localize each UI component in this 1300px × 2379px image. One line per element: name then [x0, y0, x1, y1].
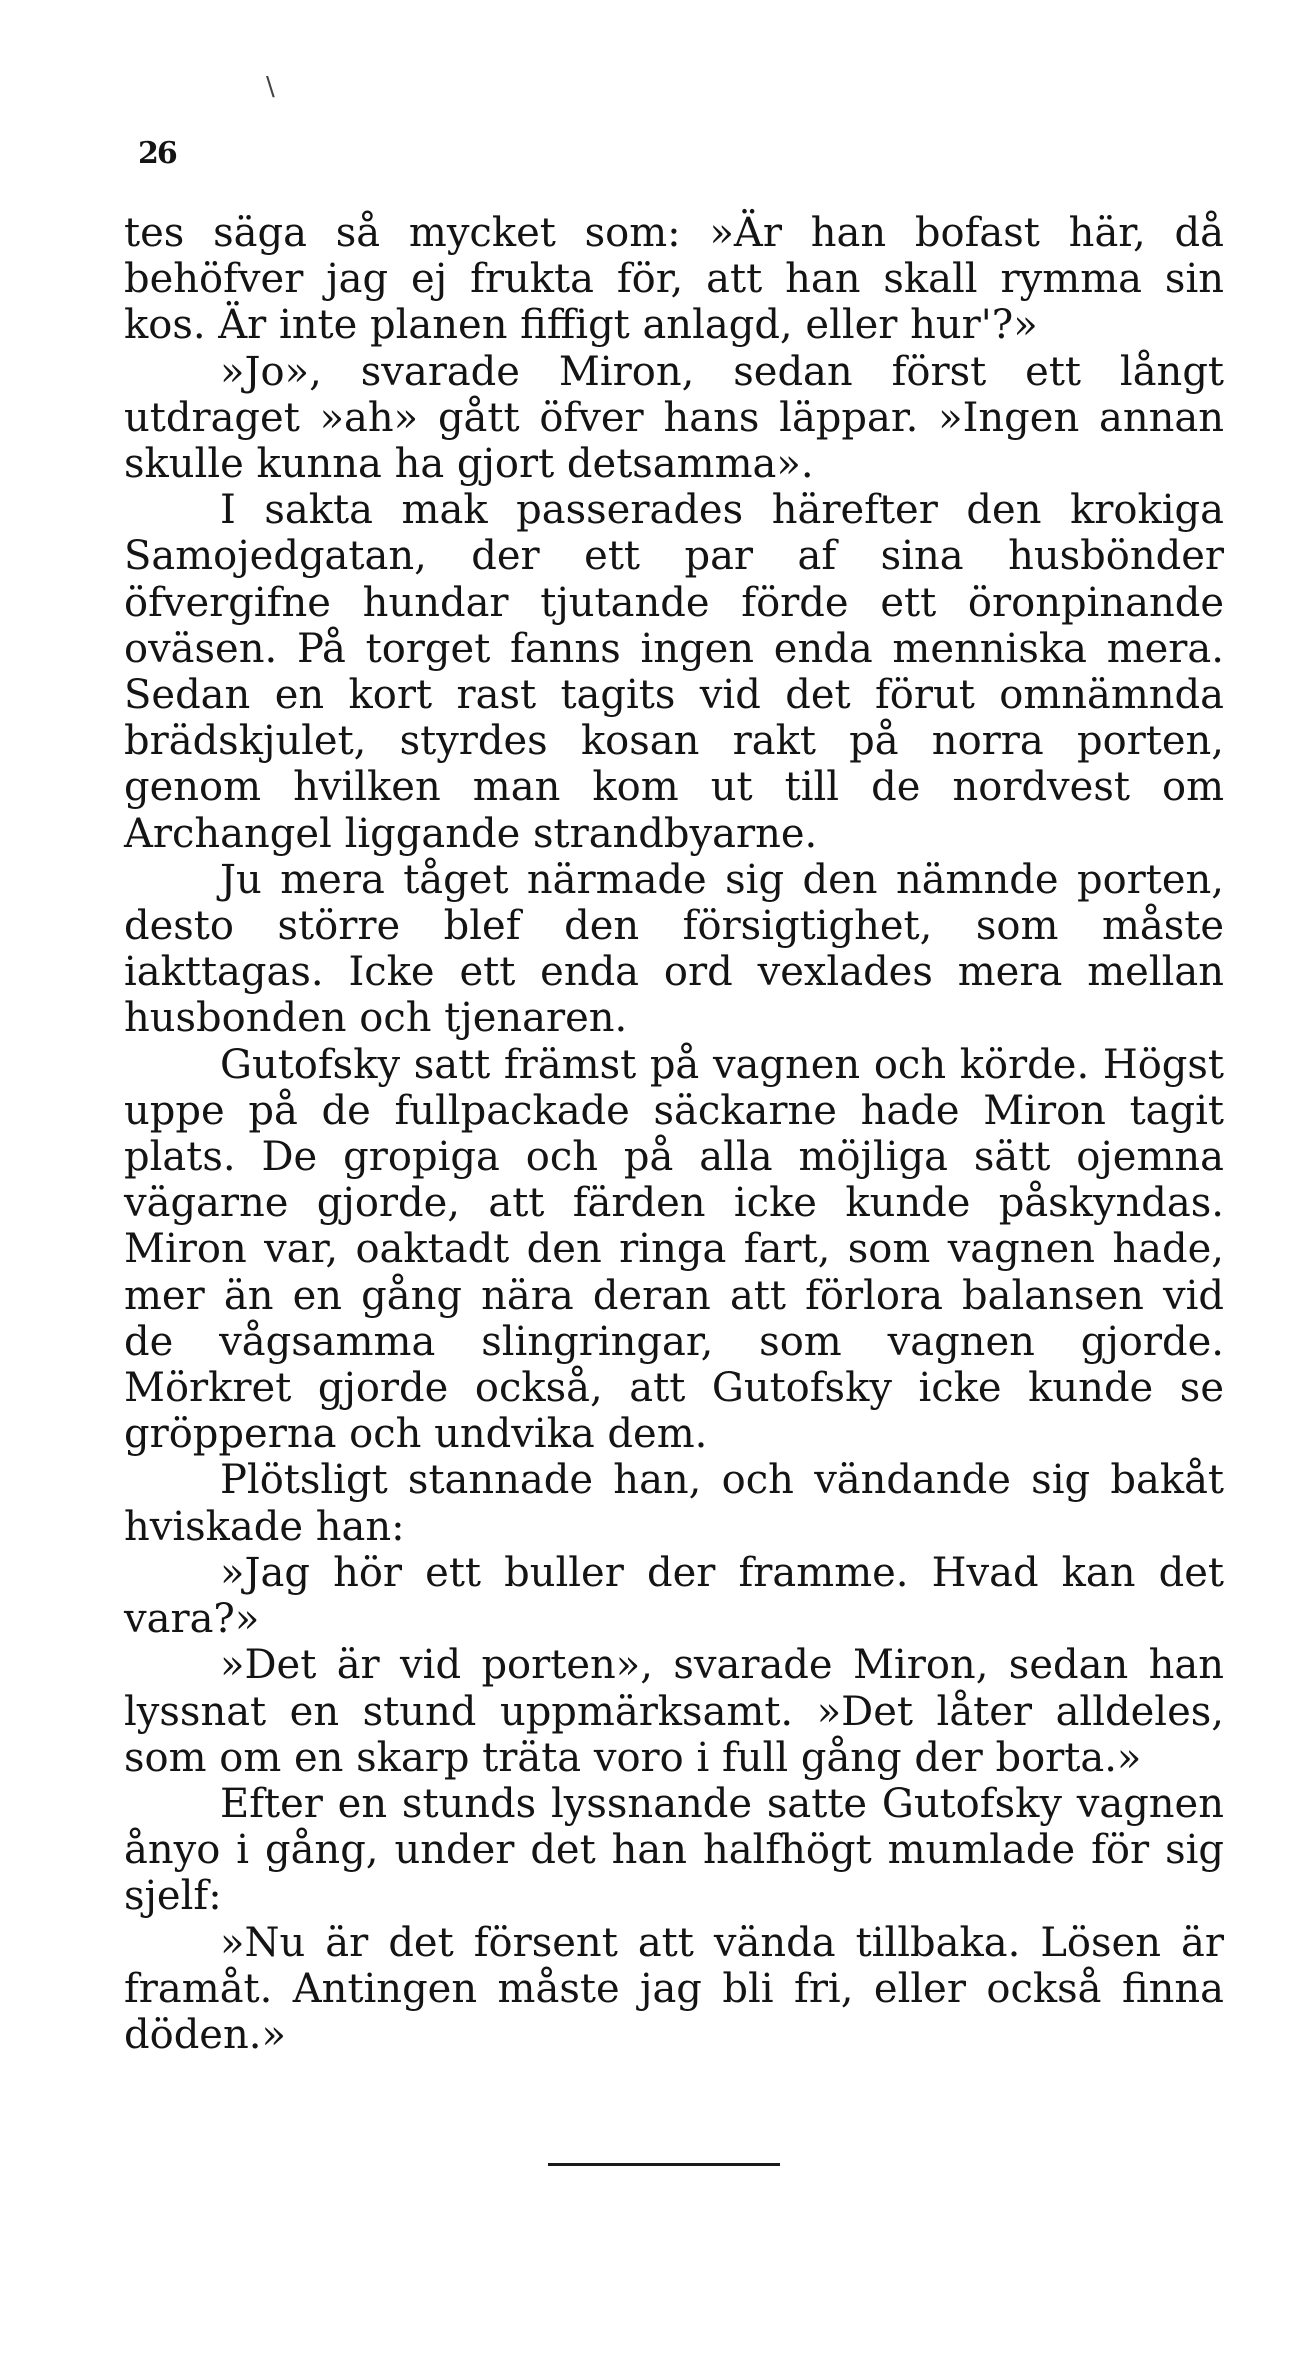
paragraph: »Jag hör ett buller der framme. Hvad kan det vara?»: [124, 1549, 1224, 1643]
paragraph-continuation: tes säga så mycket som: »Är han bofast här, då behöfver jag ej frukta för, att han skall rymma sin kos. Är inte planen fiffigt anlagd, eller hur'?»: [124, 210, 1224, 349]
paragraph: »Jo», svarade Miron, sedan först ett långt utdraget »ah» gått öfver hans läppar. »Ingen annan skulle kunna ha gjort detsamma».: [124, 348, 1224, 488]
body-text: [124, 210, 1224, 2058]
paragraph: »Det är vid porten», svarade Miron, sedan han lyssnat en stund uppmärksamt. »Det låter alldeles, som om en skarp träta voro i full gång der borta.»: [124, 1642, 1224, 1781]
paragraph: Gutofsky satt främst på vagnen och körde. Högst uppe på de fullpackade säckarne hade Miron tagit plats. De gropiga och på alla möjliga sätt ojemna vägarne gjorde, att färden icke kunde påskyndas. Miron var, oaktadt den ringa fart, som vagnen hade, mer än en gång nära deran att förlora balansen vid de vågsamma slingringar, som vagnen gjorde. Mörkret gjorde också, att Gutofsky icke kunde se gröpperna och undvika dem.: [124, 1041, 1224, 1458]
paragraph: Plötsligt stannade han, och vändande sig bakåt hviskade han:: [124, 1457, 1224, 1550]
paragraph: Ju mera tåget närmade sig den nämnde porten, desto större blef den försigtighet, som måste iakttagas. Icke ett enda ord vexlades mera mellan husbonden och tjenaren.: [124, 856, 1224, 1042]
paragraph: I sakta mak passerades härefter den krokiga Samojedgatan, der ett par af sina husbönder öfvergifne hundar tjutande förde ett öronpinande oväsen. På torget fanns ingen enda menniska mera. Sedan en kort rast tagits vid det förut omnämnda brädskjulet, styrdes kosan rakt på norra porten, genom hvilken man kom ut till de nordvest om Archangel liggande strandbyarne.: [124, 487, 1224, 857]
section-end-rule: [548, 2163, 780, 2166]
page-number: 26: [138, 136, 176, 171]
paragraph: Efter en stunds lyssnande satte Gutofsky vagnen ånyo i gång, under det han halfhögt mumlade för sig sjelf:: [124, 1780, 1224, 1920]
paragraph: »Nu är det försent att vända tillbaka. Lösen är framåt. Antingen måste jag bli fri, eller också finna döden.»: [124, 1919, 1224, 2058]
scan-mark: \: [266, 72, 275, 102]
